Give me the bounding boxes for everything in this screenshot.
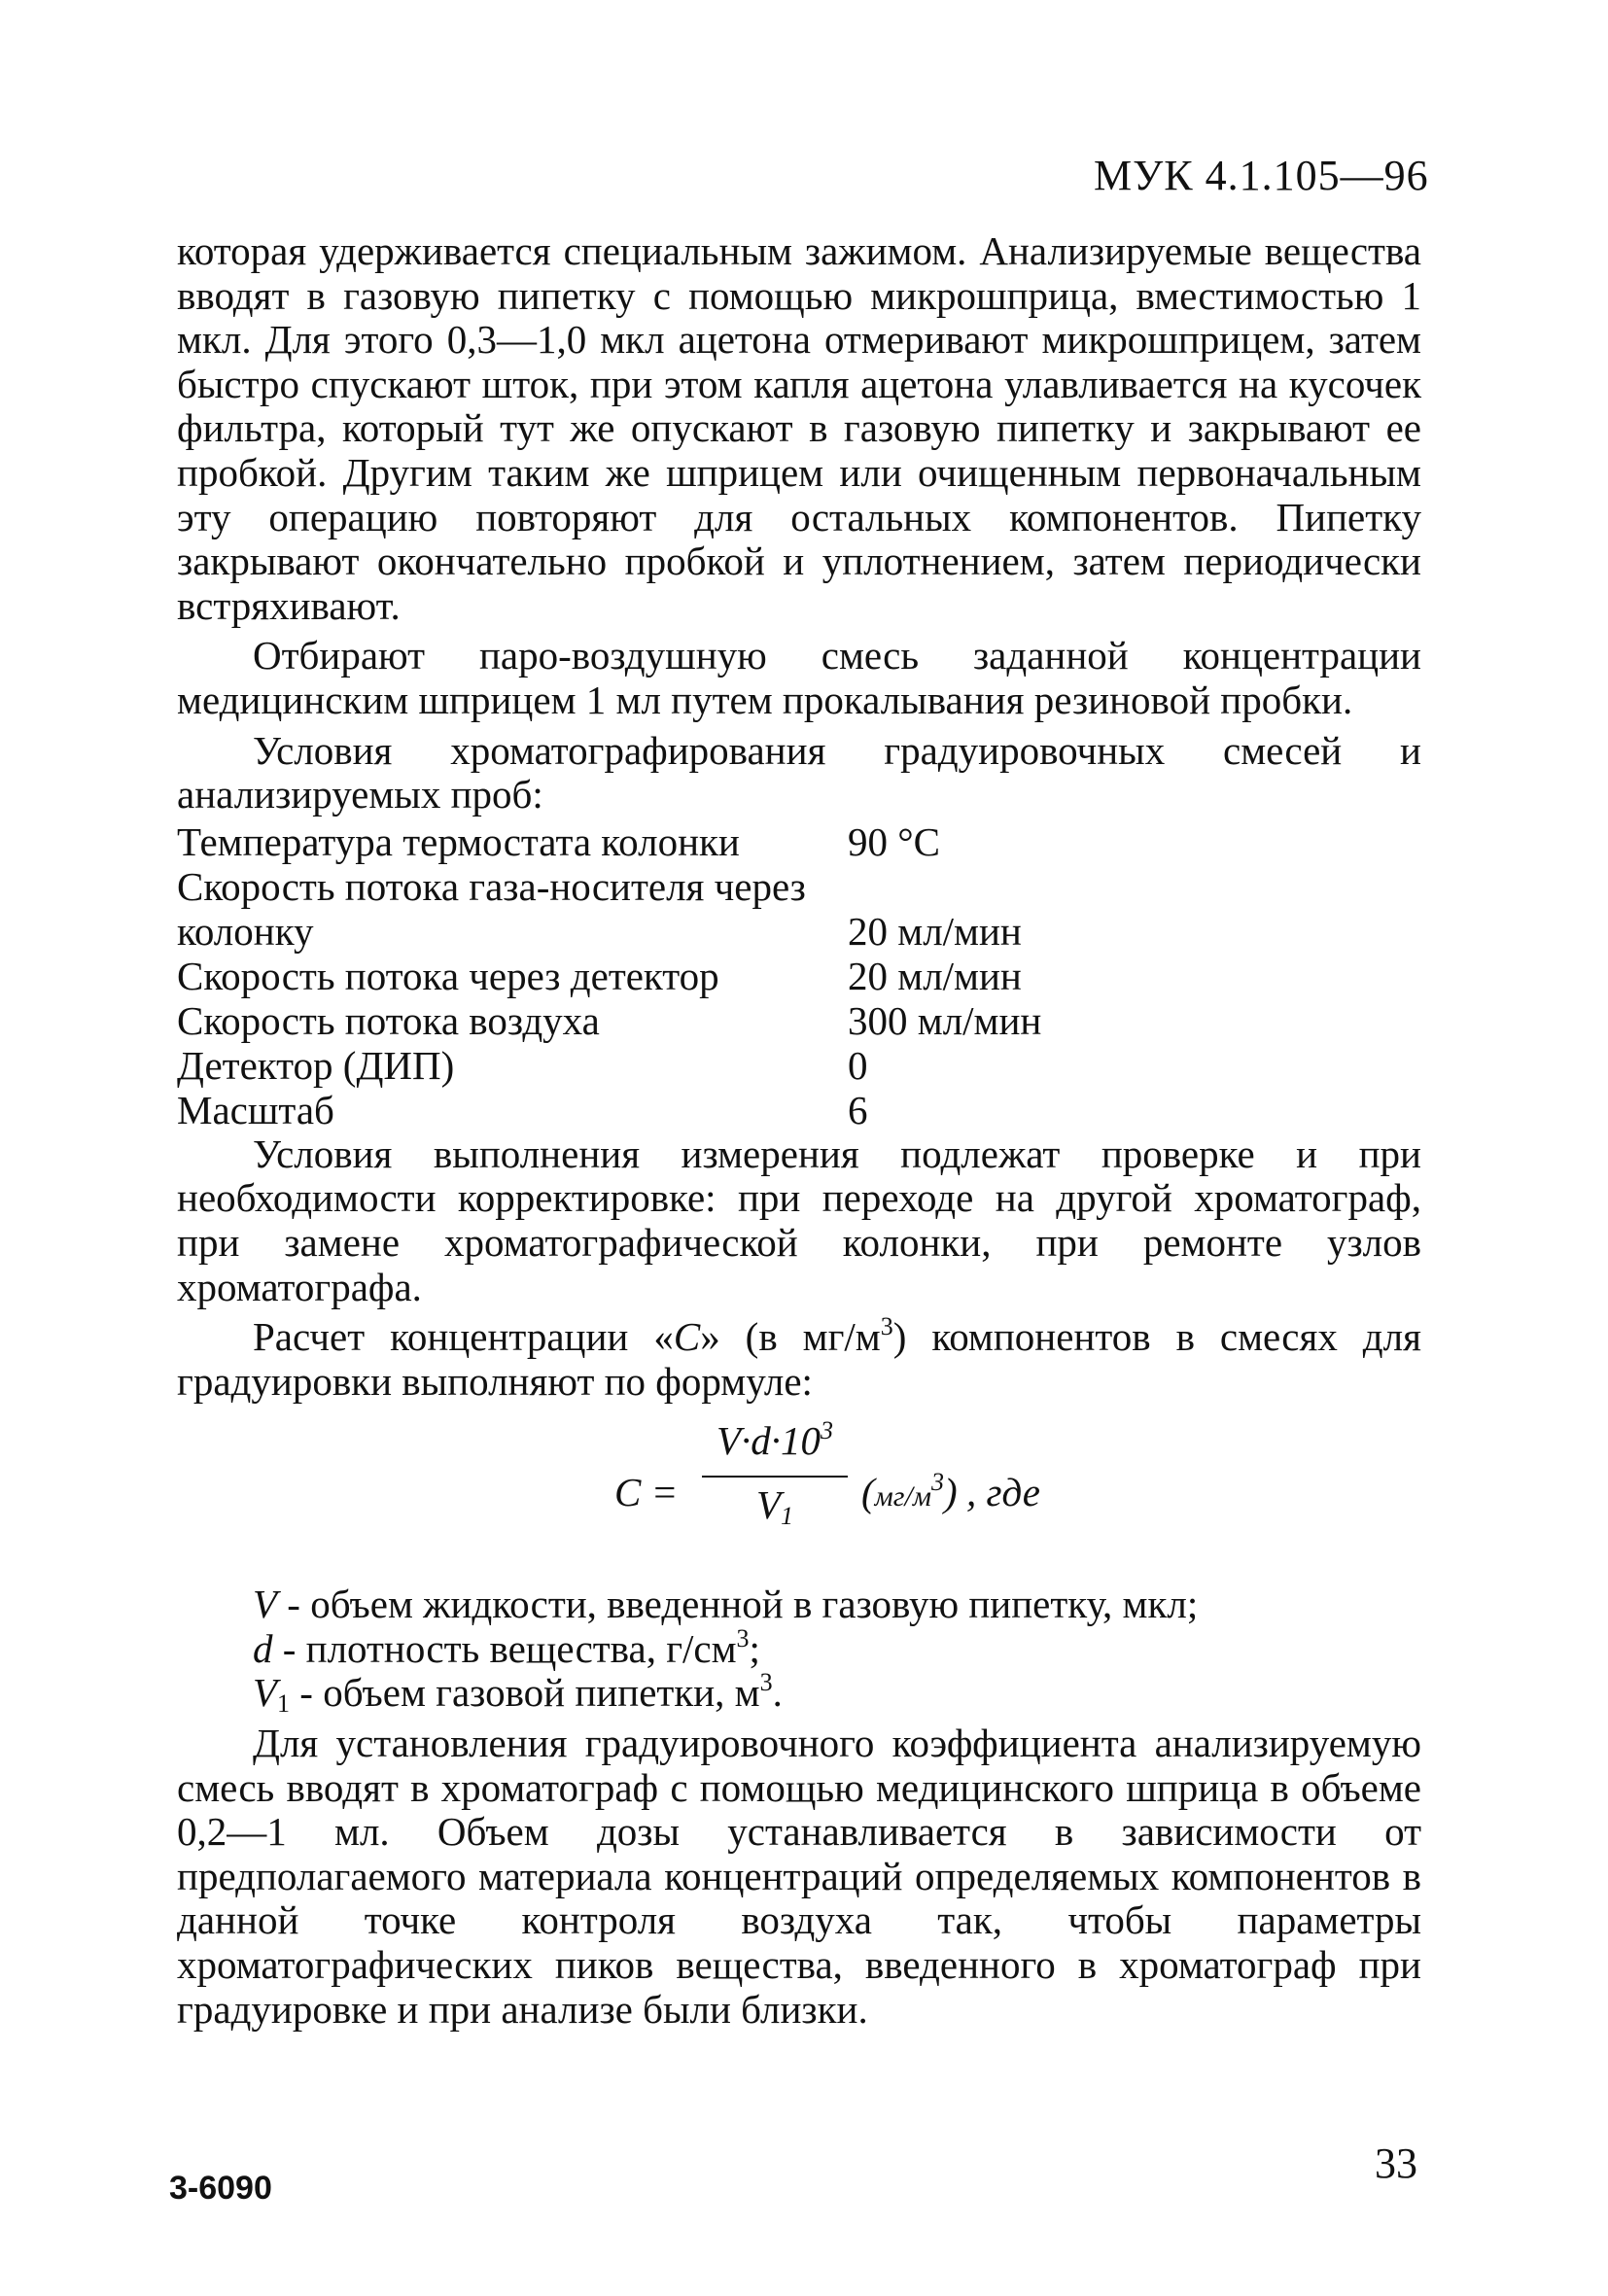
p5-text-after: ) компонентов в смесях для градуировки выполняют по формуле: [177, 1314, 1421, 1404]
condition-label: Детектор (ДИП) [177, 1042, 455, 1088]
table-row [177, 819, 1041, 864]
doc-code-header: МУК 4.1.105—96 [1094, 152, 1429, 199]
list-item [253, 1623, 1421, 1672]
paragraph-3: Условия хроматографирования градуировочных смесей и анализируемых проб: [177, 727, 1421, 818]
var-tail: . [772, 1670, 783, 1716]
paragraph-6: Для установления градуировочного коэффициента анализируемую смесь вводят в хроматограф с помощью медицинского шприца в объеме 0,2—1 мл. Объем дозы устанавливается в зависимости от предполагаемого материала концентраций определяемых компонентов в данной точке контроля воздуха так, чтобы параметры хроматографических пиков вещества, введенного в хроматограф при градуировке и при анализе были близки. [177, 1721, 1421, 2032]
var-text: - плотность вещества, г/см [272, 1625, 737, 1671]
condition-label: Скорость потока через детектор [177, 953, 719, 998]
p5-variable-c: C [673, 1314, 701, 1360]
unit-superscript: 3 [931, 1468, 944, 1497]
formula-where: , где [966, 1470, 1040, 1515]
table-row [177, 998, 1041, 1043]
fraction-bar [702, 1476, 848, 1478]
table-row [177, 1088, 1041, 1132]
formula-denominator [702, 1482, 848, 1531]
formula-lhs: C = [614, 1470, 679, 1515]
denominator-subscript: 1 [781, 1502, 794, 1531]
var-text: - объем жидкости, введенной в газовую пипетку, мкл; [277, 1582, 1199, 1627]
numerator-text: V·d·10 [716, 1418, 821, 1464]
numerator-superscript: 3 [821, 1416, 834, 1445]
p5-text-before: Расчет концентрации « [253, 1314, 674, 1360]
page-number: 33 [1375, 2139, 1417, 2187]
condition-value: 90 °С [848, 818, 940, 864]
table-row [177, 864, 1041, 954]
condition-value: 0 [848, 1042, 868, 1088]
print-code: 3-6090 [169, 2170, 272, 2207]
condition-label: Скорость потока газа-носителя через колонку [177, 863, 806, 954]
denominator-text: V [755, 1482, 782, 1528]
var-subscript: 1 [277, 1689, 291, 1719]
condition-label: Масштаб [177, 1087, 334, 1132]
paragraph-4: Условия выполнения измерения подлежат проверке и при необходимости корректировке: при переходе на другой хроматограф, при замене хроматографической колонки, при ремонте узлов хроматографа. [177, 1131, 1421, 1309]
var-symbol: d [253, 1625, 273, 1671]
var-superscript: 3 [736, 1623, 750, 1652]
var-symbol: V [253, 1670, 278, 1716]
table-row [177, 954, 1041, 998]
formula-unit [861, 1468, 958, 1519]
condition-value: 300 мл/мин [848, 997, 1042, 1043]
list-item [253, 1668, 1421, 1719]
condition-value: 20 мл/мин [848, 953, 1022, 998]
condition-label: Скорость потока воздуха [177, 997, 600, 1043]
p5-superscript: 3 [880, 1312, 893, 1341]
unit-close: ) [944, 1470, 958, 1515]
var-symbol: V [253, 1582, 278, 1627]
condition-value: 6 [848, 1087, 868, 1132]
var-tail: ; [749, 1625, 760, 1671]
conditions-table [177, 819, 1041, 1132]
var-text: - объем газовой пипетки, м [290, 1670, 760, 1716]
variable-definitions [177, 1582, 1421, 1719]
body-text [177, 229, 1421, 2032]
paragraph-1: которая удерживается специальным зажимом. Анализируемые вещества вводят в газовую пипетку с помощью микрошприца, вместимостью 1 мкл. Для этого 0,3—1,0 мкл ацетона отмеривают микрошприцем, затем быстро спускают шток, при этом капля ацетона улавливается на кусочек фильтра, который тут же опускают в газовую пипетку и закрывают ее пробкой. Другим таким же шприцем или очищенным первоначальным эту операцию повторяют для остальных компонентов. Пипетку закрывают окончательно пробкой и уплотнением, затем периодически встряхивают. [177, 228, 1421, 628]
unit-text: мг/м [874, 1480, 931, 1513]
table-row [177, 1043, 1041, 1088]
p5-text-mid: » (в мг/м [700, 1314, 881, 1360]
condition-label: Температура термостата колонки [177, 818, 740, 864]
concentration-formula [177, 1417, 1421, 1583]
unit-open: ( [861, 1470, 875, 1515]
paragraph-2: Отбирают паро-воздушную смесь заданной концентрации медицинским шприцем 1 мл путем прокалывания резиновой пробки. [177, 633, 1421, 722]
var-superscript: 3 [759, 1668, 773, 1697]
condition-value: 20 мл/мин [848, 908, 1022, 954]
formula-numerator [702, 1416, 848, 1464]
paragraph-5 [177, 1312, 1421, 1404]
list-item [253, 1583, 1421, 1627]
